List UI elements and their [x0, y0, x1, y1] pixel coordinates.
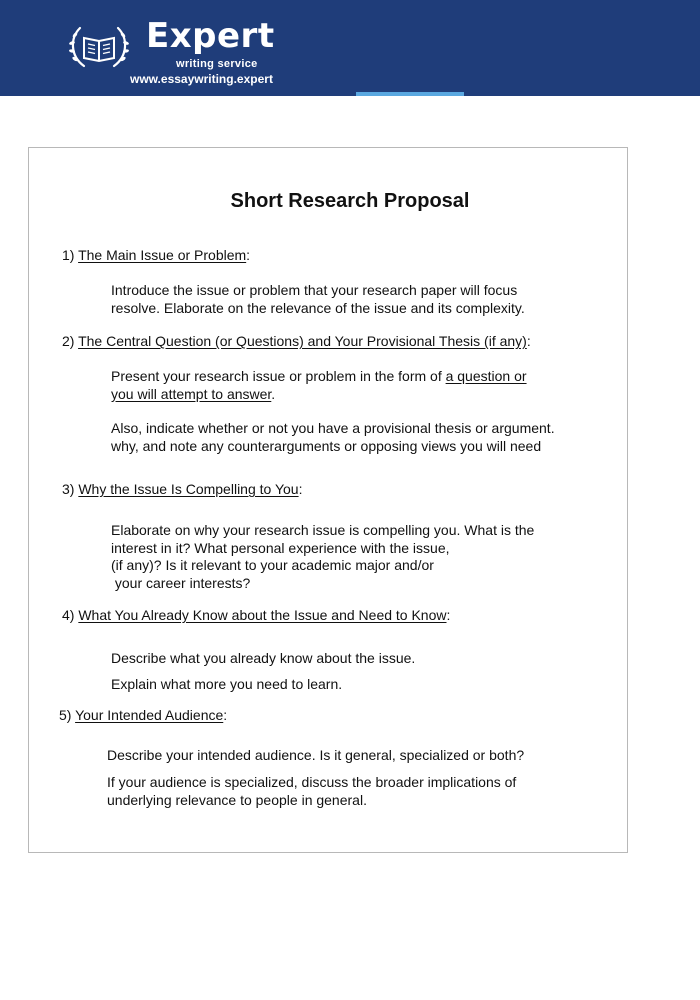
brand-tagline: writing service: [176, 58, 258, 70]
brand-name: Expert: [146, 16, 275, 56]
header-accent-bar: [356, 92, 464, 96]
section-4-paragraph-2: Explain what more you need to learn.: [111, 676, 343, 692]
document-title: Short Research Proposal: [230, 190, 470, 212]
laurel-book-icon: [66, 22, 132, 72]
section-3-paragraph: Elaborate on why your research issue is compelling you. What is the interest in it? What personal experience with the issue, (if any)? Is it relevant to your academic major and/or your career interests?: [111, 522, 535, 591]
section-2-paragraph-1: Present your research issue or problem in the form of a question or you will attempt to answer.: [111, 368, 527, 402]
section-2-paragraph-2: Also, indicate whether or not you have a provisional thesis or argument. why, and note any counterarguments or opposing views you will need: [111, 420, 555, 454]
section-heading-3: 3) Why the Issue Is Compelling to You:: [62, 481, 303, 497]
section-5-paragraph-1: Describe your intended audience. Is it general, specialized or both?: [107, 747, 525, 763]
question-link[interactable]: a question or: [445, 368, 527, 384]
section-heading-4: 4) What You Already Know about the Issue and Need to Know:: [62, 607, 451, 623]
section-heading-5: 5) Your Intended Audience:: [59, 707, 228, 723]
section-1-paragraph: Introduce the issue or problem that your research paper will focus resolve. Elaborate on the relevance of the issue and its complexity.: [111, 282, 525, 316]
section-4-paragraph-1: Describe what you already know about the issue.: [111, 650, 416, 666]
brand-url[interactable]: www.essaywriting.expert: [130, 72, 273, 86]
section-5-paragraph-2: If your audience is specialized, discuss the broader implications of underlying relevance to people in general.: [107, 774, 517, 808]
section-heading-2: 2) The Central Question (or Questions) and Your Provisional Thesis (if any):: [62, 333, 531, 349]
answer-link[interactable]: you will attempt to answer: [111, 385, 272, 402]
section-heading-1: 1) The Main Issue or Problem:: [62, 247, 251, 263]
